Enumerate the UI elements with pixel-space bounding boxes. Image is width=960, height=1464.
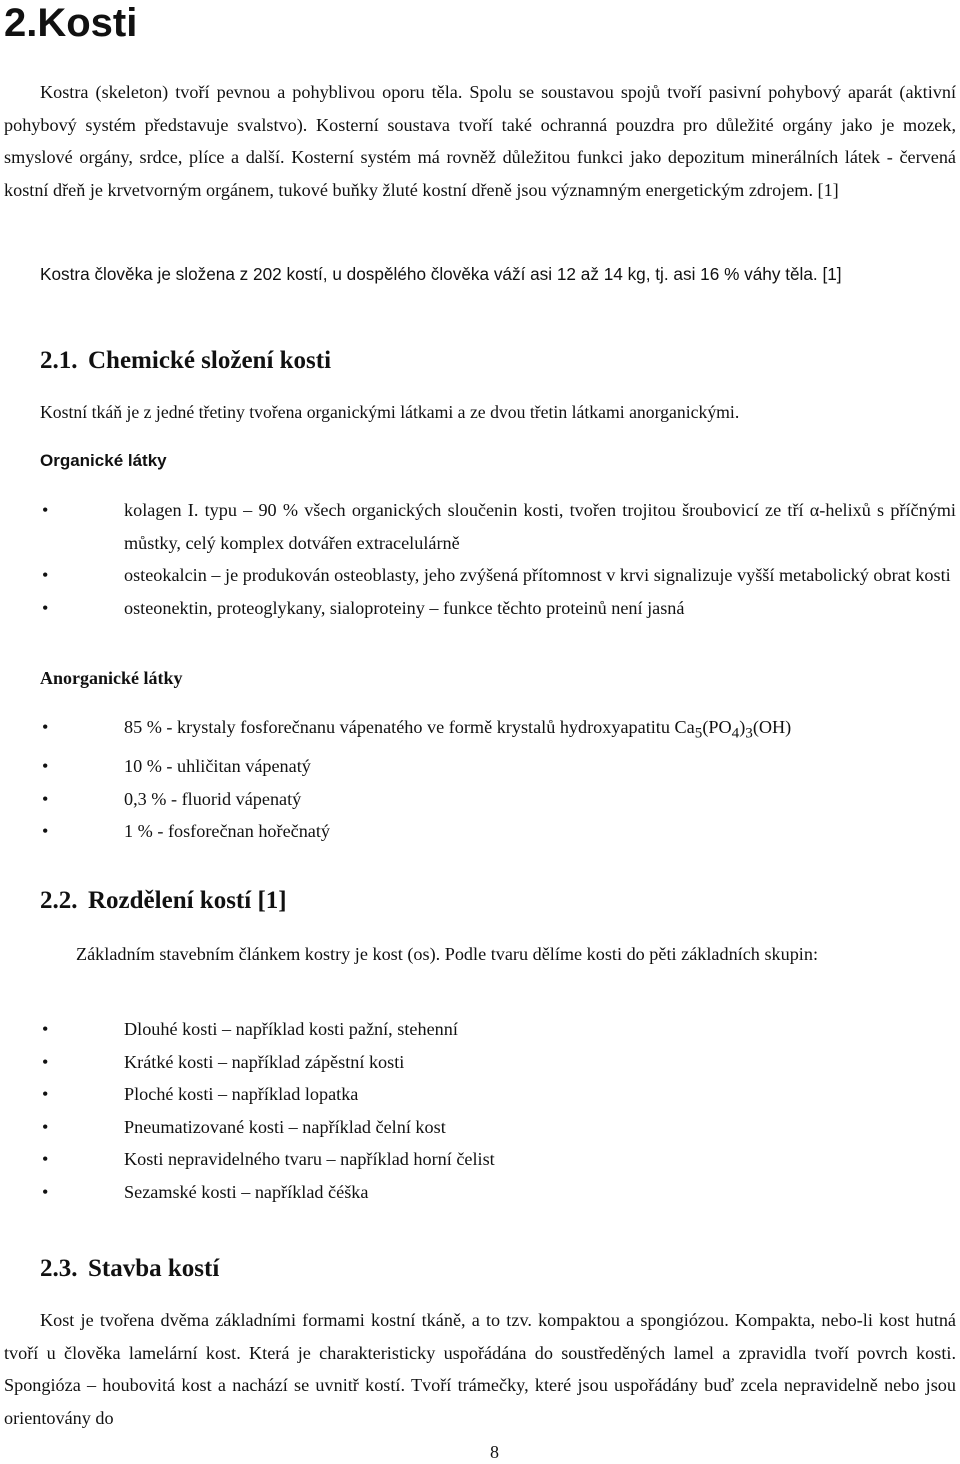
section-number: 2.3. xyxy=(40,1255,78,1282)
bullet-icon: • xyxy=(42,500,49,520)
list-item: • kolagen I. typu – 90 % všech organických sloučenin kosti, tvořen trojitou šroubovicí ze tří α-helixů s příčnými můstky, celý komplex dotvářen extracelulárně xyxy=(40,494,956,559)
intro-paragraph-2 xyxy=(4,258,956,291)
organic-list xyxy=(40,494,956,624)
list-item: • Ploché kosti – například lopatka xyxy=(40,1078,956,1111)
chapter-title: 2.Kosti xyxy=(4,1,138,45)
bullet-icon: • xyxy=(42,788,49,809)
list-item: • Pneumatizované kosti – například čelní kost xyxy=(40,1111,956,1144)
bullet-icon: • xyxy=(42,821,49,842)
list-item: • Krátké kosti – například zápěstní kosti xyxy=(40,1046,956,1079)
composition-paragraph xyxy=(40,396,956,429)
page-number: 8 xyxy=(490,1442,499,1462)
organic-heading: Organické látky xyxy=(40,451,167,470)
bullet-icon: • xyxy=(42,1019,49,1039)
composition-text: Kostní tkáň je z jedné třetiny tvořena organickými látkami a ze dvou třetin látkami anorganickými. xyxy=(40,402,740,422)
inorganic-heading: Anorganické látky xyxy=(40,668,183,688)
structure-paragraph xyxy=(4,1304,956,1434)
section-heading-2-1 xyxy=(40,346,331,376)
intro-text-1: Kostra (skeleton) tvoří pevnou a pohyblivou oporu těla. Spolu se soustavou spojů tvoří pasivní pohybový aparát (aktivní pohybový systém představuje svalstvo). Kosterní soustava tvoří také ochranná pouzdra pro důležité orgány jako je mozek, smyslové orgány, srdce, plíce a další. Kosterní systém má rovněž důležitou funkci jako depozitum minerálních látek - červená kostní dřeň je krvetvorným orgánem, tukové buňky žluté kostní dřeně jsou významným energetickým zdrojem. [1] xyxy=(4,82,956,200)
bullet-icon: • xyxy=(42,756,49,777)
list-item: • 0,3 % - fluorid vápenatý xyxy=(40,783,956,816)
list-item: • Kosti nepravidelného tvaru – například horní čelist xyxy=(40,1143,956,1176)
hydroxyapatite-formula: $Ca_5(PO_4)_3(OH)$ xyxy=(674,717,792,742)
list-item: • Dlouhé kosti – například kosti pažní, stehenní xyxy=(40,1013,956,1046)
bullet-icon: • xyxy=(42,1051,49,1072)
bone-types-list xyxy=(40,1013,956,1208)
list-item: • Sezamské kosti – například čéška xyxy=(40,1176,956,1209)
structure-text: Kost je tvořena dvěma základními formami kostní tkáně, a to tzv. kompaktou a spongiózou. Kompakta, nebo-li kost hutná tvoří u člověka lamelární kost. Která je charakteristicky uspořádána do soustředěných lamel a zpravidla tvoří povrch kosti. Spongióza – houbovitá kost a nachází se uvnitř kostí. Tvoří trámečky, které jsou uspořádány buď zcela nepravidelně nebo jsou orientovány do xyxy=(4,1310,956,1428)
intro-paragraph-1 xyxy=(4,76,956,206)
section-title: Stavba kostí xyxy=(88,1255,220,1282)
division-text: Základním stavebním článkem kostry je kost (os). Podle tvaru dělíme kosti do pěti základních skupin: xyxy=(76,944,819,964)
section-heading-2-3 xyxy=(40,1254,219,1284)
section-heading-2-2 xyxy=(40,886,287,916)
section-number: 2.2. xyxy=(40,887,78,914)
bullet-icon: • xyxy=(42,1084,49,1104)
section-title: Chemické složení kosti xyxy=(88,347,332,374)
bullet-icon: • xyxy=(42,717,49,737)
bullet-icon: • xyxy=(42,1181,49,1202)
bullet-icon: • xyxy=(42,597,49,618)
division-paragraph xyxy=(40,938,956,971)
list-item: • osteonektin, proteoglykany, sialoproteiny – funkce těchto proteinů není jasná xyxy=(40,592,956,625)
inorganic-list xyxy=(40,711,956,848)
bullet-icon: • xyxy=(42,1116,49,1137)
list-item: • 10 % - uhličitan vápenatý xyxy=(40,750,956,783)
list-item: • 85 % - krystaly fosforečnanu vápenatého ve formě krystalů hydroxyapatitu $Ca_5(PO_4)_3(OH)$ xyxy=(40,711,956,750)
intro-text-2: Kostra člověka je složena z 202 kostí, u dospělého člověka váží asi 12 až 14 kg, tj. asi 16 % váhy těla. [1] xyxy=(40,264,842,284)
list-item: • 1 % - fosforečnan hořečnatý xyxy=(40,815,956,848)
section-title: Rozdělení kostí [1] xyxy=(88,887,287,914)
bullet-icon: • xyxy=(42,1149,49,1169)
section-number: 2.1. xyxy=(40,347,78,374)
bullet-icon: • xyxy=(42,565,49,585)
list-item: • osteokalcin – je produkován osteoblasty, jeho zvýšená přítomnost v krvi signalizuje vyšší metabolický obrat kosti xyxy=(40,559,956,592)
